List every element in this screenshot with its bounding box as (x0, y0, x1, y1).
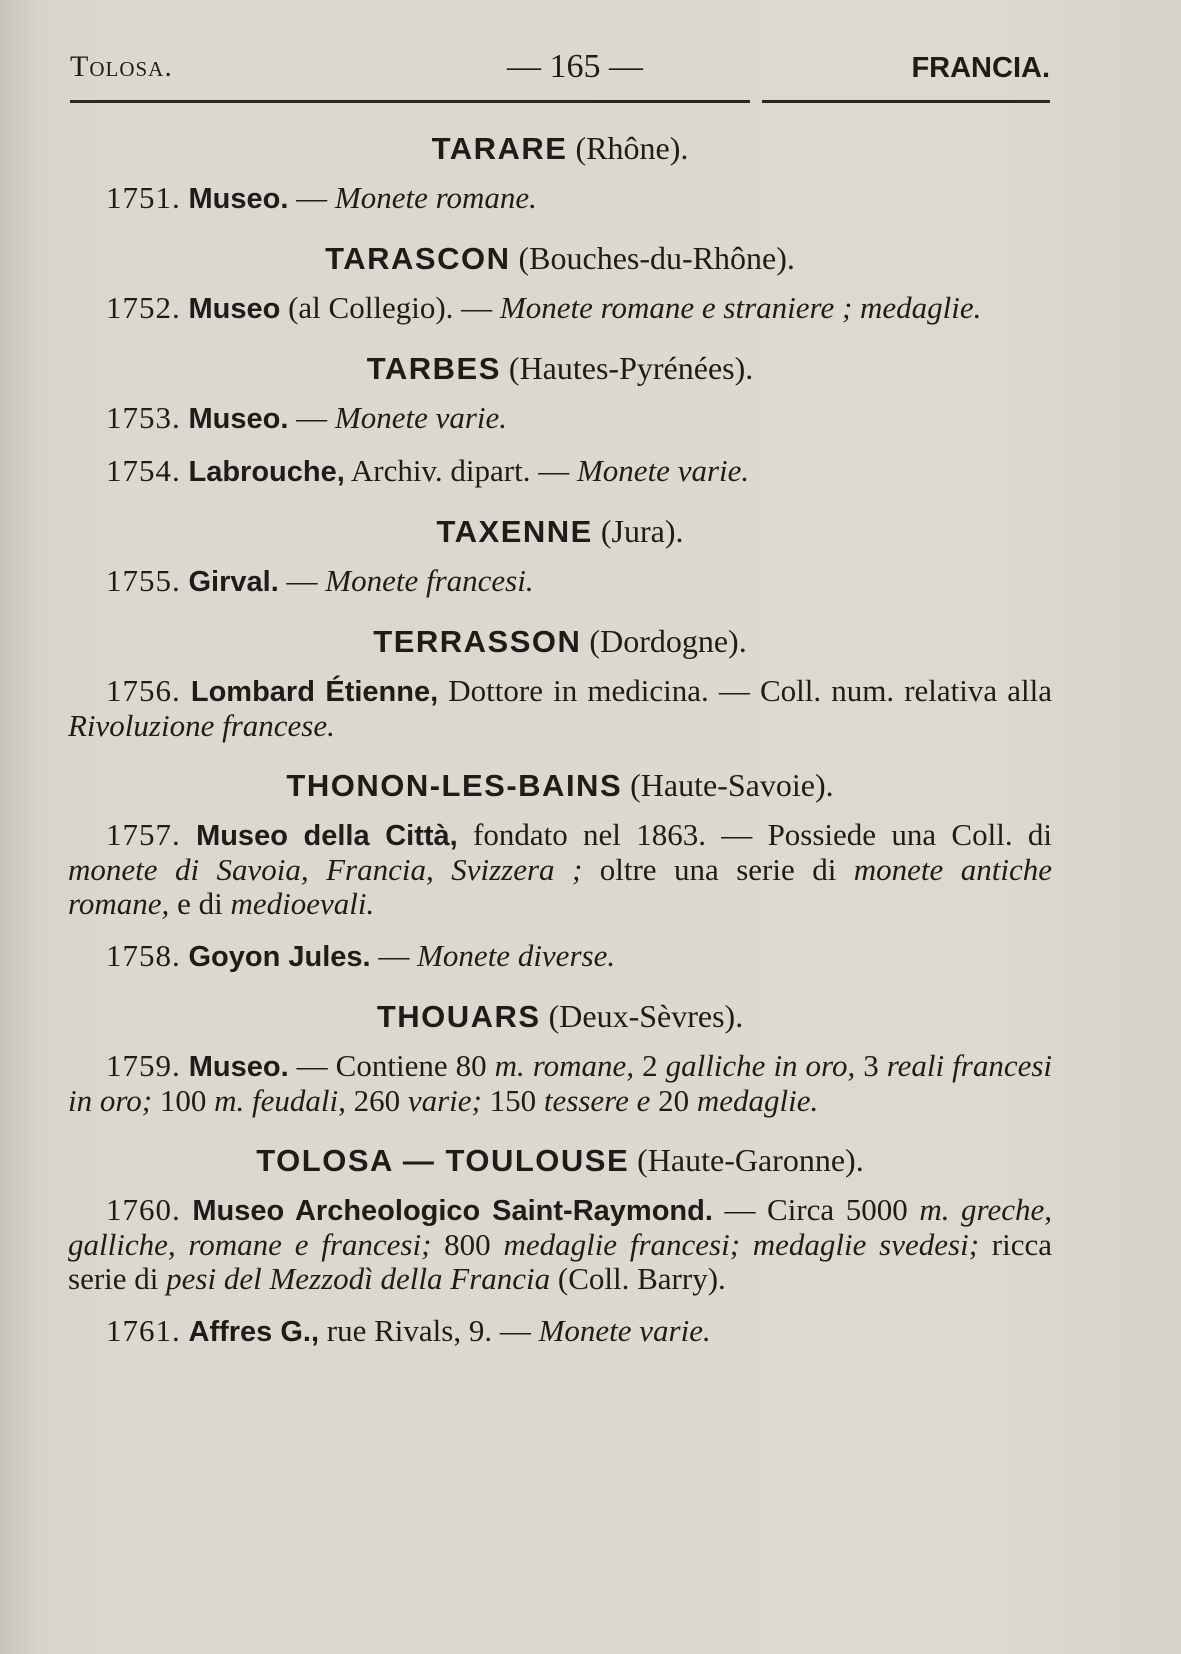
entry-text: — (288, 180, 335, 215)
running-head-left: Tolosa. (70, 50, 173, 83)
region-name: (Dordogne). (589, 623, 747, 659)
entry-italic: Monete varie. (576, 453, 750, 488)
entry (68, 939, 1052, 974)
section-heading (68, 511, 1052, 552)
entry-text: 150 (481, 1083, 544, 1118)
entry-number: 1758. (106, 938, 181, 973)
entry (68, 674, 1052, 743)
entry-name: Lombard Étienne, (190, 676, 439, 708)
section-heading (68, 1140, 1052, 1181)
entry-italic: pesi del Mezzodì della Francia (166, 1261, 551, 1296)
entry-name: Goyon Jules. (188, 941, 371, 973)
entry-italic: m. romane, (494, 1048, 635, 1083)
place-name: TERRASSON (373, 624, 582, 659)
place-name: TAXENNE (436, 514, 593, 549)
section-heading (68, 996, 1052, 1037)
entry-number: 1753. (106, 400, 181, 435)
entry-text: 800 (431, 1227, 504, 1262)
entry-text: rue Rivals, 9. — (319, 1313, 539, 1348)
section-heading (68, 348, 1052, 389)
header-rule-left (70, 100, 750, 103)
entry-name: Museo (188, 293, 281, 325)
entry-text: (Coll. Barry). (550, 1261, 726, 1296)
entry-text: e di (169, 886, 231, 921)
entry-number: 1760. (106, 1192, 181, 1227)
entry-text: Archiv. dipart. — (344, 453, 577, 488)
entry-number: 1761. (106, 1313, 181, 1348)
section-heading (68, 765, 1052, 806)
entry-italic: Monete romane. (334, 180, 537, 215)
entry (68, 1049, 1052, 1118)
entry-text: 3 (855, 1048, 887, 1083)
entry-italic: Monete varie. (334, 400, 508, 435)
entry-name: Girval. (188, 566, 279, 598)
entry-number: 1751. (106, 180, 181, 215)
entry-number: 1759. (106, 1048, 181, 1083)
entry-number: 1754. (106, 453, 181, 488)
entry-text: — Contiene 80 (288, 1048, 495, 1083)
entry-italic: Monete varie. (538, 1313, 711, 1348)
entry-italic: galliche in oro, (665, 1048, 856, 1083)
entry-text: — (370, 938, 418, 973)
entry-italic: monete antiche romane, (68, 852, 1052, 921)
entry-text: (al Collegio). — (280, 290, 500, 325)
running-head-right: FRANCIA. (911, 52, 1050, 84)
entry-text: 260 (345, 1083, 408, 1118)
place-name: TARASCON (325, 241, 511, 276)
entry-italic: tessere e (543, 1083, 651, 1118)
entry-name: Museo Archeologico Saint-Raymond. (192, 1195, 713, 1227)
entry-text: 100 (152, 1083, 215, 1118)
region-name: (Hautes-Pyrénées). (508, 350, 754, 386)
entry-italic: m. feudali, (214, 1083, 346, 1118)
entry-text: — (288, 400, 335, 435)
page-number: — 165 — (507, 48, 643, 85)
entry-italic: Monete romane e straniere ; medaglie. (499, 290, 982, 325)
entry-italic: reali francesi in oro; (68, 1048, 1053, 1118)
section-heading (68, 621, 1052, 662)
region-name: (Bouches-du-Rhône). (518, 240, 795, 276)
entry-text: — (278, 563, 326, 598)
region-name: (Deux-Sèvres). (548, 998, 744, 1034)
entry-italic: m. greche, galliche, romane e francesi; (68, 1192, 1052, 1262)
entry-name: Museo. (188, 183, 289, 215)
entry (68, 181, 1052, 216)
entry (68, 454, 1052, 489)
entry-italic: medioevali. (230, 886, 375, 921)
region-name: (Haute-Savoie). (630, 767, 834, 803)
page-body (68, 128, 1052, 1367)
section-heading (68, 128, 1052, 169)
entry (68, 1314, 1052, 1349)
page-header (70, 44, 1050, 104)
entry (68, 401, 1052, 436)
entry-name: Labrouche, (188, 456, 345, 488)
place-name: TOLOSA — TOULOUSE (256, 1143, 630, 1178)
entry-name: Affres G., (188, 1316, 320, 1348)
entry-italic: varie; (407, 1083, 482, 1118)
entry-text: fondato nel 1863. — Possiede una Coll. di (457, 817, 1053, 852)
entry-italic: medaglie. (696, 1083, 819, 1118)
entry-italic: medaglie francesi; medaglie svedesi; (503, 1227, 980, 1262)
place-name: TARBES (366, 351, 501, 386)
entry-number: 1752. (106, 290, 181, 325)
region-name: (Haute-Garonne). (637, 1142, 864, 1178)
region-name: (Rhône). (575, 130, 689, 166)
entry-number: 1756. (106, 673, 181, 708)
entry-text: ricca serie di (68, 1227, 1053, 1296)
region-name: (Jura). (600, 513, 684, 549)
entry-name: Museo. (188, 403, 289, 435)
entry-name: Museo. (188, 1051, 289, 1083)
place-name: THOUARS (376, 999, 541, 1034)
entry-text: 2 (634, 1048, 666, 1083)
entry-text: Dottore in medicina. — Coll. num. relativa alla (438, 673, 1053, 708)
entry-text: oltre una serie di (582, 852, 854, 887)
entry (68, 818, 1052, 921)
entry-italic: Monete francesi. (325, 563, 534, 598)
place-name: THONON-LES-BAINS (286, 768, 623, 803)
entry (68, 1193, 1052, 1296)
entry-number: 1757. (106, 817, 181, 852)
entry (68, 291, 1052, 326)
entry-text: 20 (650, 1083, 697, 1118)
place-name: TARARE (431, 131, 568, 166)
entry-italic: Rivoluzione francese. (68, 708, 335, 743)
entry-number: 1755. (106, 563, 181, 598)
section-heading (68, 238, 1052, 279)
header-rule-right (762, 100, 1050, 103)
entry-name: Museo della Città, (196, 820, 458, 852)
entry-italic: monete di Savoia, Francia, Svizzera ; (68, 852, 583, 887)
entry-italic: Monete diverse. (417, 938, 616, 973)
entry-text: — Circa 5000 (712, 1192, 920, 1227)
entry (68, 564, 1052, 599)
